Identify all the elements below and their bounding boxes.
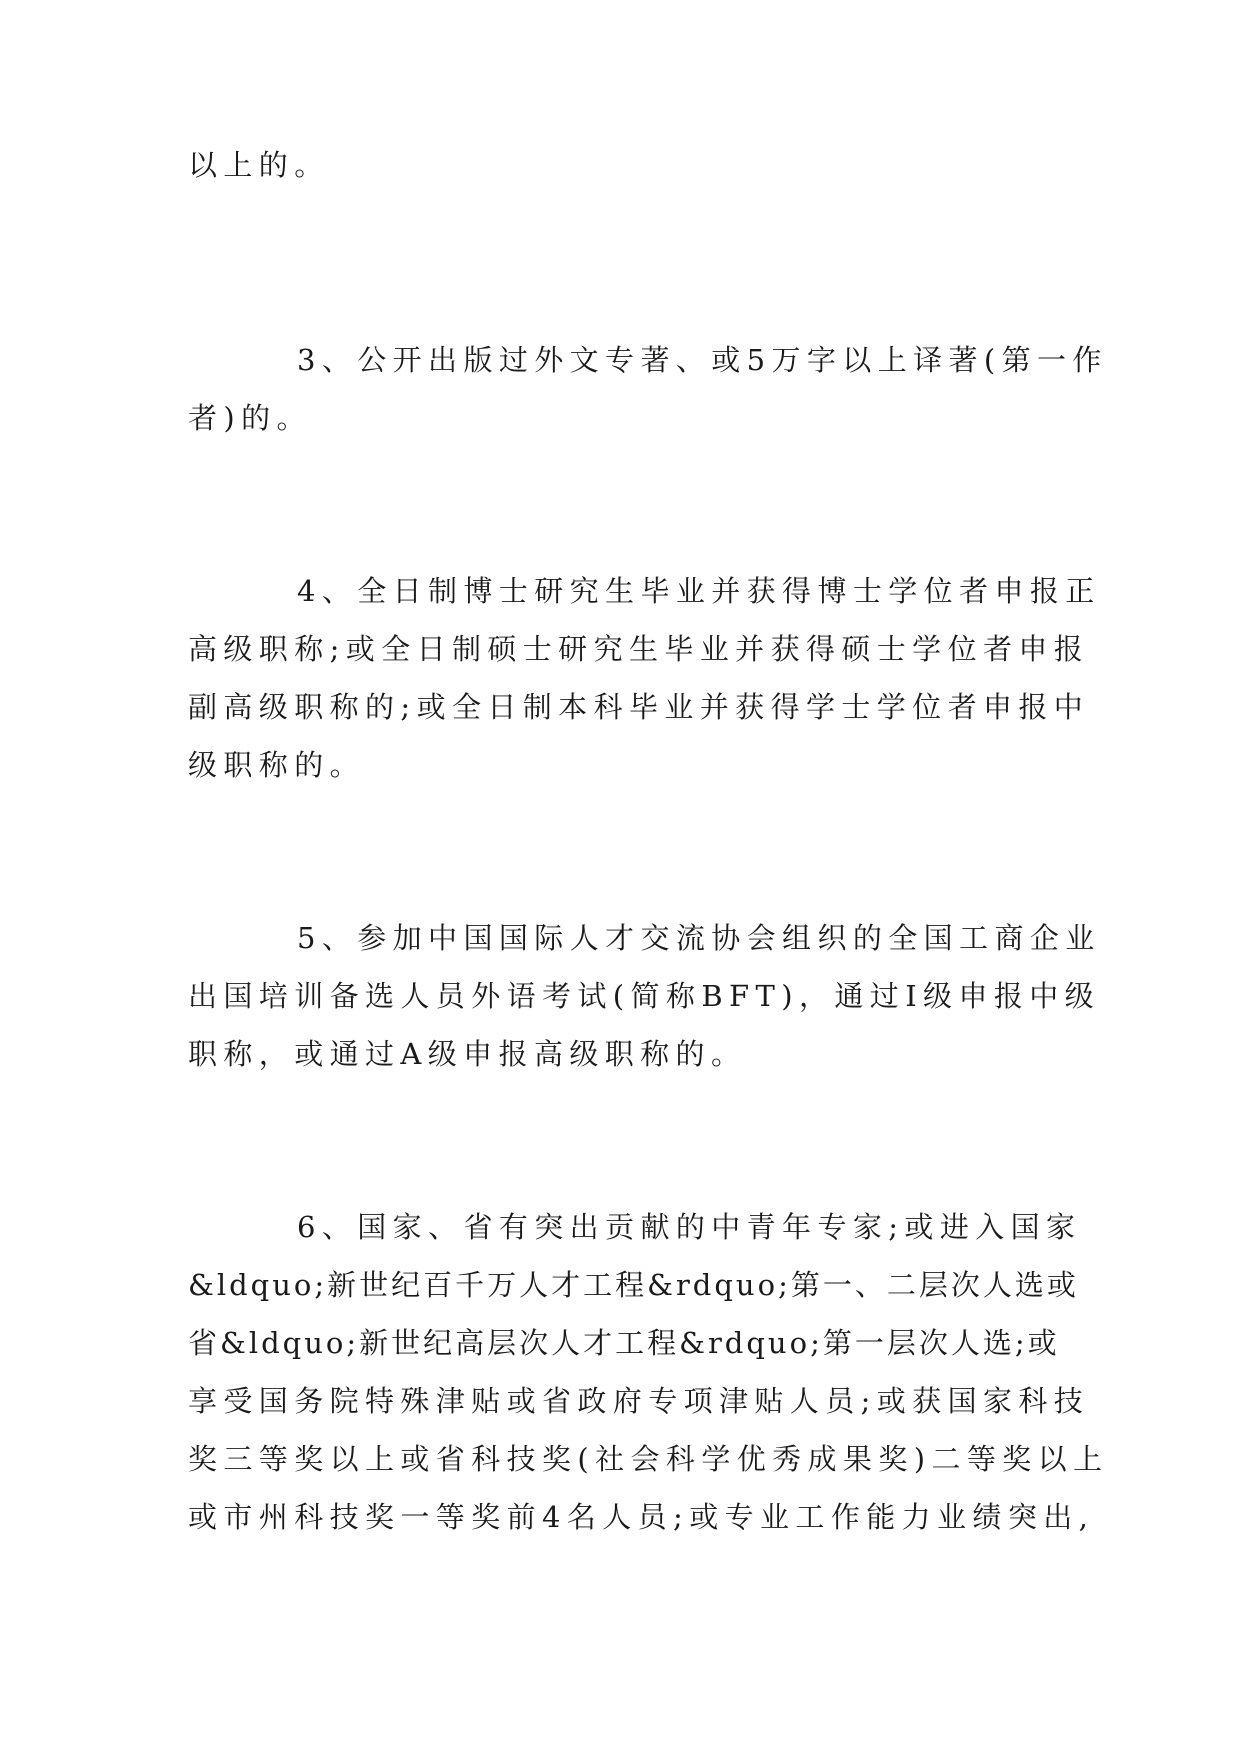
paragraph-line: 以上的。 [188,148,330,182]
paragraph-line: 者)的。 [188,401,312,435]
paragraph-line: 高级职称;或全日制硕士研究生毕业并获得硕士学位者申报 [188,632,1090,666]
paragraph-line: 3、公开出版过外文专著、或5万字以上译著(第一作 [297,343,1108,377]
paragraph-line: 5、参加中国国际人才交流协会组织的全国工商企业 [297,921,1101,955]
paragraph-line: 出国培训备选人员外语考试(简称BFT)，通过Ⅰ级申报中级 [188,979,1101,1013]
paragraph-line: 6、国家、省有突出贡献的中青年专家;或进入国家 [297,1210,1082,1244]
paragraph-line: &ldquo;新世纪百千万人才工程&rdquo;第一、二层次人选或 [188,1268,1079,1302]
paragraph-line: 或市州科技奖一等奖前4名人员;或专业工作能力业绩突出, [188,1500,1095,1534]
paragraph-line: 4、全日制博士研究生毕业并获得博士学位者申报正 [297,574,1101,608]
paragraph-line: 职称，或通过A级申报高级职称的。 [188,1037,747,1071]
paragraph-line: 奖三等奖以上或省科技奖(社会科学优秀成果奖)二等奖以上 [188,1442,1109,1476]
paragraph-line: 省&ldquo;新世纪高层次人才工程&rdquo;第一层次人选;或 [188,1326,1060,1360]
paragraph-line: 享受国务院特殊津贴或省政府专项津贴人员;或获国家科技 [188,1384,1090,1418]
paragraph-line: 级职称的。 [188,748,366,782]
paragraph-line: 副高级职称的;或全日制本科毕业并获得学士学位者申报中 [188,690,1090,724]
